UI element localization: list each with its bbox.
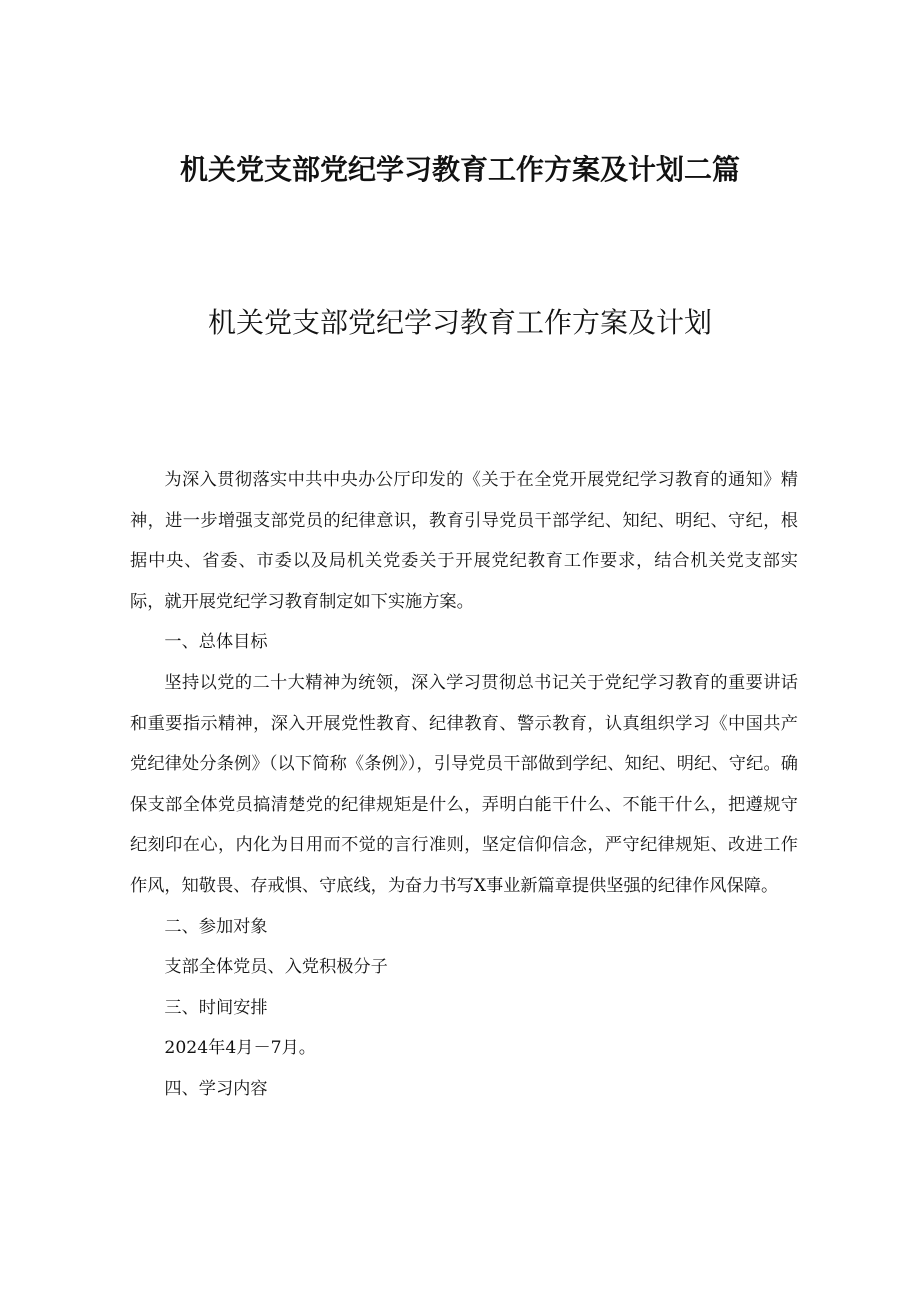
section-heading-participants: 二、参加对象 [164,916,268,937]
intro-paragraph: 为深入贯彻落实中共中央办公厅印发的《关于在全党开展党纪学习教育的通知》精神，进一步增强支部党员的纪律意识，教育引导党员干部学纪、知纪、明纪、守纪，根据中央、省委、市委以及局机关党委关于开展党纪教育工作要求，结合机关党支部实际，就开展党纪学习教育制定如下实施方案。 [130,470,798,612]
section-heading-goals: 一、总体目标 [164,632,268,653]
participants-paragraph: 支部全体党员、入党积极分子 [164,957,388,978]
document-subtitle: 机关党支部党纪学习教育工作方案及计划 [207,306,712,339]
schedule-paragraph: 2024年4月－7月。 [164,1038,316,1059]
section-heading-schedule: 三、时间安排 [164,997,268,1018]
goals-paragraph: 坚持以党的二十大精神为统领，深入学习贯彻总书记关于党纪学习教育的重要讲话和重要指示精神，深入开展党性教育、纪律教育、警示教育，认真组织学习《中国共产党纪律处分条例》（以下简称《条例》），引导党员干部做到学纪、知纪、明纪、守纪。确保支部全体党员搞清楚党的纪律规矩是什么，弄明白能干什么、不能干什么，把遵规守纪刻印在心，内化为日用而不觉的言行准则，坚定信仰信念，严守纪律规矩、改进工作作风，知敬畏、存戒惧、守底线，为奋力书写X事业新篇章提供坚强的纪律作风保障。 [130,672,798,896]
section-heading-content: 四、学习内容 [164,1078,268,1099]
document-title: 机关党支部党纪学习教育工作方案及计划二篇 [179,153,740,186]
document-body [130,460,798,1110]
